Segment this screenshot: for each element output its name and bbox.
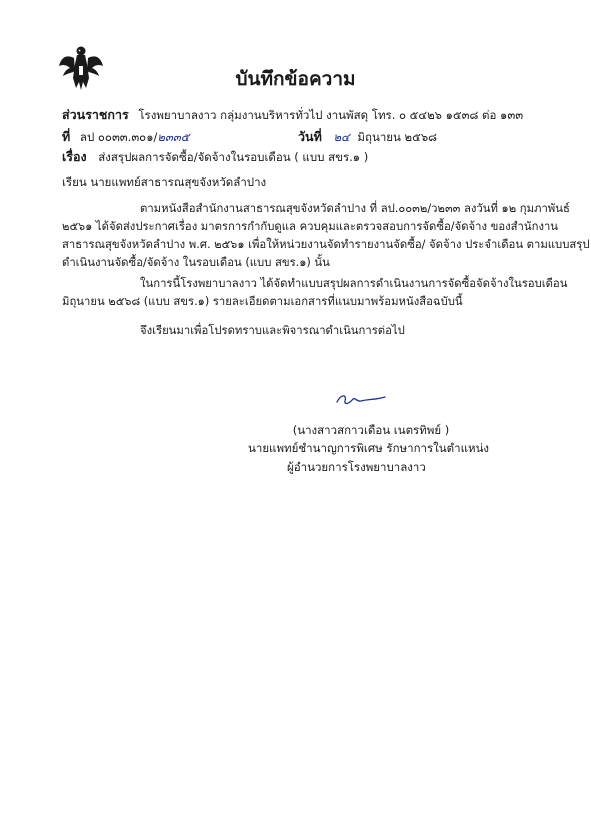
subject-label: เรื่อง xyxy=(62,149,87,164)
date-row xyxy=(298,127,437,147)
signatory-position-1: นายแพทย์ชำนาญการพิเศษ รักษาการในตำแหน่ง xyxy=(248,441,490,455)
reference-handwritten-number: ๒๓๓๕ xyxy=(157,130,190,144)
paragraph-1-line-1: ตามหนังสือสำนักงานสาธารณสุขจังหวัดลำปาง ที่ ลป.๐๐๓๒/ว๒๓๓ ลงวันที่ ๑๒ กุมภาพันธ์ xyxy=(140,202,570,215)
agency-row xyxy=(62,105,523,125)
closing-line: จึงเรียนมาเพื่อโปรดทราบและพิจารณาดำเนินการต่อไป xyxy=(140,324,405,337)
date-handwritten-day: ๒๔ xyxy=(333,130,350,144)
paragraph-2-line-2: มิถุนายน ๒๕๖๘ (แบบ สขร.๑) รายละเอียดตามเอกสารที่แนบมาพร้อมหนังสือฉบับนี้ xyxy=(62,295,463,308)
memo-title: บันทึกข้อความ xyxy=(235,68,356,90)
agency-value: โรงพยาบาลงาว กลุ่มงานบริหารทั่วไป งานพัสดุ โทร. ๐ ๕๔๒๖ ๑๕๓๘ ต่อ ๑๓๓ xyxy=(138,108,524,122)
paragraph-1-line-3: สาธารณสุขจังหวัดลำปาง พ.ศ. ๒๕๖๑ เพื่อให้หน่วยงานจัดทำรายงานจัดซื้อ/ จัดจ้าง ประจำเดือน ตามแบบสรุป xyxy=(62,238,590,251)
signature-mark-icon xyxy=(335,388,387,410)
date-label: วันที่ xyxy=(298,129,322,144)
paragraph-1-line-4: ดำเนินงานจัดซื้อ/จัดจ้าง ในรอบเดือน (แบบ สขร.๑) นั้น xyxy=(62,256,330,269)
paragraph-1-line-2: ๒๕๖๑ ได้จัดส่งประกาศเรื่อง มาตรการกำกับดูแล ควบคุมและตรวจสอบการจัดซื้อ/จัดจ้าง ของสำนักงาน xyxy=(62,220,559,233)
reference-number: ลป ๐๐๓๓.๓๐๑/ xyxy=(79,130,158,144)
date-month-year: มิถุนายน ๒๕๖๘ xyxy=(357,130,437,144)
paragraph-2-line-1: ในการนี้โรงพยาบาลงาว ได้จัดทำแบบสรุปผลการดำเนินงานการจัดซื้อจัดจ้างในรอบเดือน xyxy=(140,277,568,290)
signatory-name: (นางสาวสกาวเดือน เนตรทิพย์ ) xyxy=(292,423,450,437)
salutation: เรียน นายแพทย์สาธารณสุขจังหวัดลำปาง xyxy=(62,175,267,189)
subject-value: ส่งสรุปผลการจัดซื้อ/จัดจ้างในรอบเดือน ( แบบ สขร.๑ ) xyxy=(98,150,369,164)
subject-row xyxy=(62,147,368,167)
reference-row xyxy=(62,127,189,147)
signatory-position-2: ผู้อำนวยการโรงพยาบาลงาว xyxy=(287,460,426,474)
reference-label: ที่ xyxy=(62,129,71,144)
agency-label: ส่วนราชการ xyxy=(62,107,129,122)
